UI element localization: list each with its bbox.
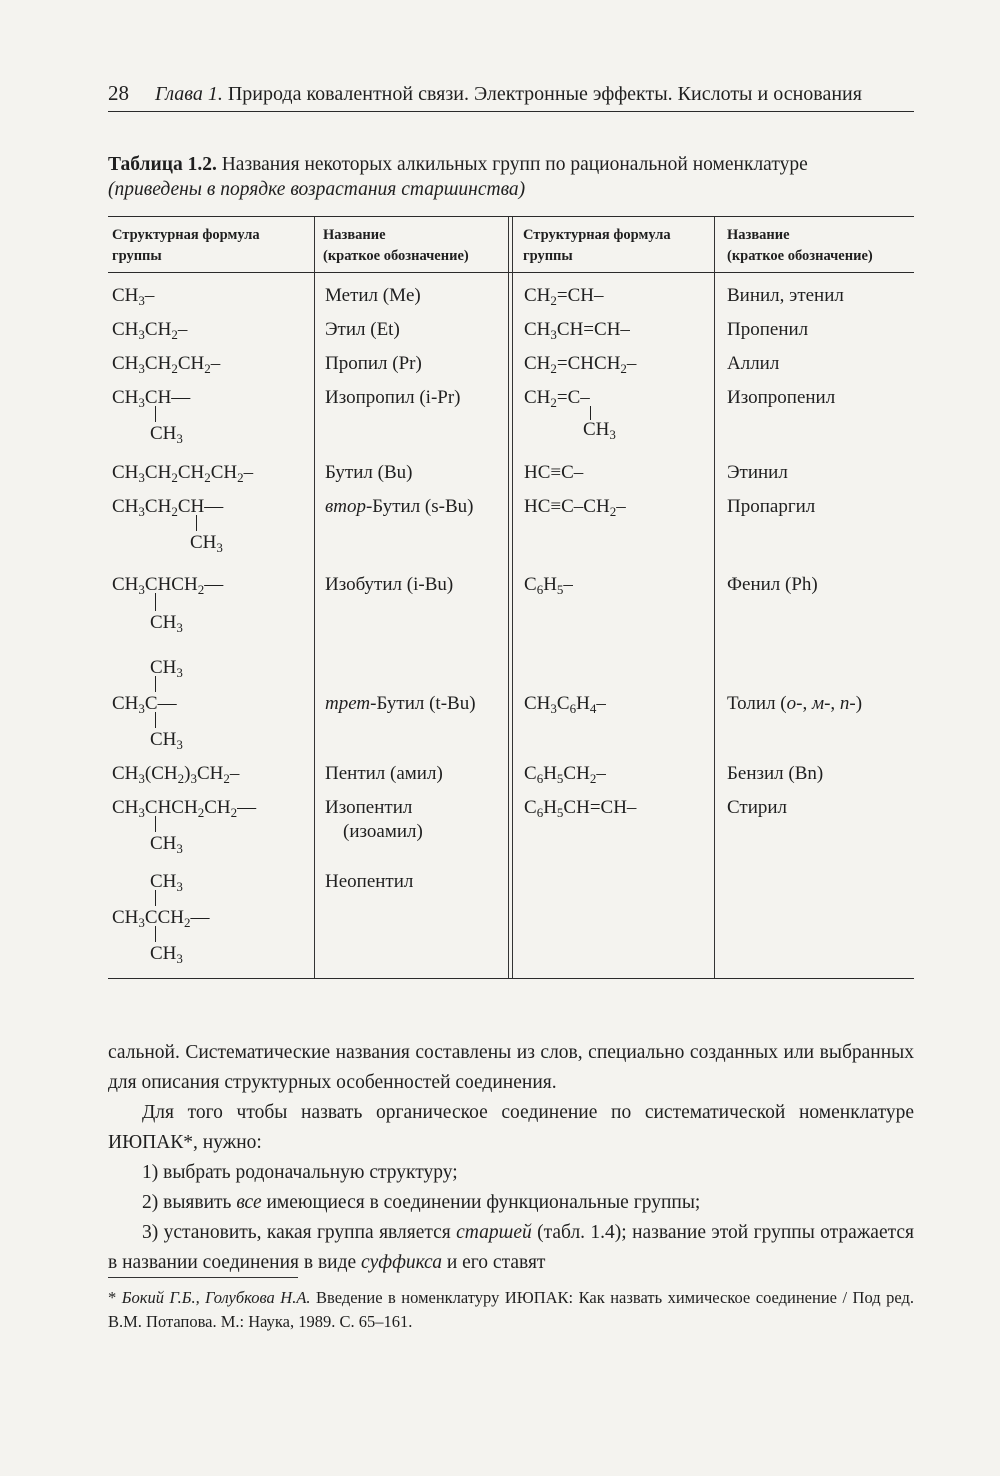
formula-ethyl: $CH_3CH_2-$ [112, 319, 188, 342]
header-formula-left: Структурная формула группы [112, 227, 260, 264]
name-methyl: Метил (Me) [325, 285, 421, 306]
table-bottom-rule [108, 978, 914, 979]
formula-isopentyl-branch: $CH_3$ [150, 833, 183, 856]
bond-line [155, 890, 156, 906]
name-allyl: Аллил [727, 353, 780, 374]
running-header [108, 80, 914, 112]
list-item: 3) установить, какая группа является старшей (табл. 1.4); название этой группы отражается в названии соединения в виде суффикса и его ставят [108, 1222, 914, 1273]
formula-pentyl: $CH_3(CH_2)_3CH_2-$ [112, 763, 240, 786]
formula-isobutyl-branch: $CH_3$ [150, 612, 183, 635]
formula-styryl: $C_6H_5CH=CH-$ [524, 797, 637, 820]
name-propyl: Пропил (Pr) [325, 353, 422, 374]
page-number: 28 [108, 81, 129, 105]
formula-butyl: $CH_3CH_2CH_2CH_2-$ [112, 462, 254, 485]
double-column-divider [508, 217, 513, 978]
formula-ethynyl: HC≡C– [524, 462, 584, 483]
name-sec-butyl: втор-Бутил (s-Bu) [325, 496, 474, 517]
column-divider [714, 217, 715, 978]
name-isopentyl-alt: (изоамил) [343, 821, 423, 842]
name-tolyl: Толил (о-, м-, п-) [727, 693, 863, 714]
table-caption [108, 152, 916, 202]
name-neopentyl: Неопентил [325, 871, 414, 892]
header-formula-right: Структурная формула группы [523, 227, 671, 264]
name-propargyl: Пропаргил [727, 496, 816, 517]
paragraph: Для того чтобы назвать органическое соединение по систематической номенклатуре ИЮПАК*, нужно: [108, 1102, 914, 1153]
name-vinyl: Винил, этенил [727, 285, 844, 306]
formula-propyl: $CH_3CH_2CH_2-$ [112, 353, 221, 376]
name-phenyl: Фенил (Ph) [727, 574, 818, 595]
name-isopropenyl: Изопропенил [727, 387, 836, 408]
formula-sec-butyl: $CH_3CH_2CH—$ [112, 496, 224, 519]
formula-neopentyl-top: $CH_3$ [150, 871, 183, 894]
list-item: 2) выявить все имеющиеся в соединении функциональные группы; [142, 1192, 701, 1213]
formula-isopropyl-branch: $CH_3$ [150, 423, 183, 446]
formula-isobutyl: $CH_3CHCH_2—$ [112, 574, 224, 597]
name-ethyl: Этил (Et) [325, 319, 400, 340]
list-item: 1) выбрать родоначальную структуру; [142, 1162, 458, 1183]
bond-line [155, 816, 156, 832]
formula-methyl: $CH_3-$ [112, 285, 155, 308]
table-note: (приведены в порядке возрастания старшинства) [108, 179, 526, 200]
name-isopentyl: Изопентил [325, 797, 413, 818]
formula-isopropenyl: $CH_2=C-$ [524, 387, 590, 410]
name-isopropyl: Изопропил (i-Pr) [325, 387, 461, 408]
formula-propargyl: $HC\equiv C-CH_2-$ [524, 496, 626, 519]
bond-line [155, 712, 156, 728]
header-name-right: Название (краткое обозначение) [727, 227, 873, 264]
chapter-label: Глава 1. [155, 83, 223, 105]
name-pentyl: Пентил (амил) [325, 763, 443, 784]
formula-tolyl: $CH_3C_6H_4-$ [524, 693, 606, 716]
formula-neopentyl: $CH_3CCH_2—$ [112, 907, 210, 930]
name-isobutyl: Изобутил (i-Bu) [325, 574, 454, 595]
name-propenyl: Пропенил [727, 319, 809, 340]
formula-vinyl: $CH_2=CH-$ [524, 285, 604, 308]
formula-isopropyl: $CH_3CH—$ [112, 387, 191, 410]
formula-neopentyl-bottom: $CH_3$ [150, 943, 183, 966]
formula-allyl: $CH_2=CHCH_2-$ [524, 353, 637, 376]
name-butyl: Бутил (Bu) [325, 462, 413, 483]
formula-isopropenyl-branch: $CH_3$ [583, 419, 616, 442]
footnote: * Бокий Г.Б., Голубкова Н.А. Введение в номенклатуру ИЮПАК: Как назвать химическое соединение / Под ред. В.М. Потапова. М.: Наука, 1989. С. 65–161. [108, 1288, 914, 1331]
formula-benzyl: $C_6H_5CH_2-$ [524, 763, 606, 786]
formula-tert-butyl-top: $CH_3$ [150, 657, 183, 680]
column-divider [314, 217, 315, 978]
formula-tert-butyl-bottom: $CH_3$ [150, 729, 183, 752]
bond-line [155, 406, 156, 422]
formula-sec-butyl-branch: $CH_3$ [190, 532, 223, 555]
table-title: Названия некоторых алкильных групп по рациональной номенклатуре [221, 154, 808, 175]
chapter-title: Природа ковалентной связи. Электронные эффекты. Кислоты и основания [227, 83, 862, 105]
name-benzyl: Бензил (Bn) [727, 763, 824, 784]
paragraph: сальной. Систематические названия составлены из слов, специально созданных или выбранных для описания структурных особенностей соединения. [108, 1042, 914, 1093]
formula-propenyl: $CH_3CH=CH-$ [524, 319, 630, 342]
bond-line [155, 593, 156, 611]
bond-line [155, 676, 156, 692]
name-ethynyl: Этинил [727, 462, 788, 483]
formula-phenyl: $C_6H_5-$ [524, 574, 573, 597]
bond-line [155, 926, 156, 942]
name-tert-butyl: трет-Бутил (t-Bu) [325, 693, 476, 714]
header-name-left: Название (краткое обозначение) [323, 227, 469, 264]
bond-line [196, 515, 197, 531]
footnote-rule [108, 1277, 298, 1278]
formula-tert-butyl: $CH_3C—$ [112, 693, 177, 716]
name-styryl: Стирил [727, 797, 788, 818]
formula-isopentyl: $CH_3CHCH_2CH_2—$ [112, 797, 257, 820]
table-label: Таблица 1.2. [108, 154, 217, 175]
